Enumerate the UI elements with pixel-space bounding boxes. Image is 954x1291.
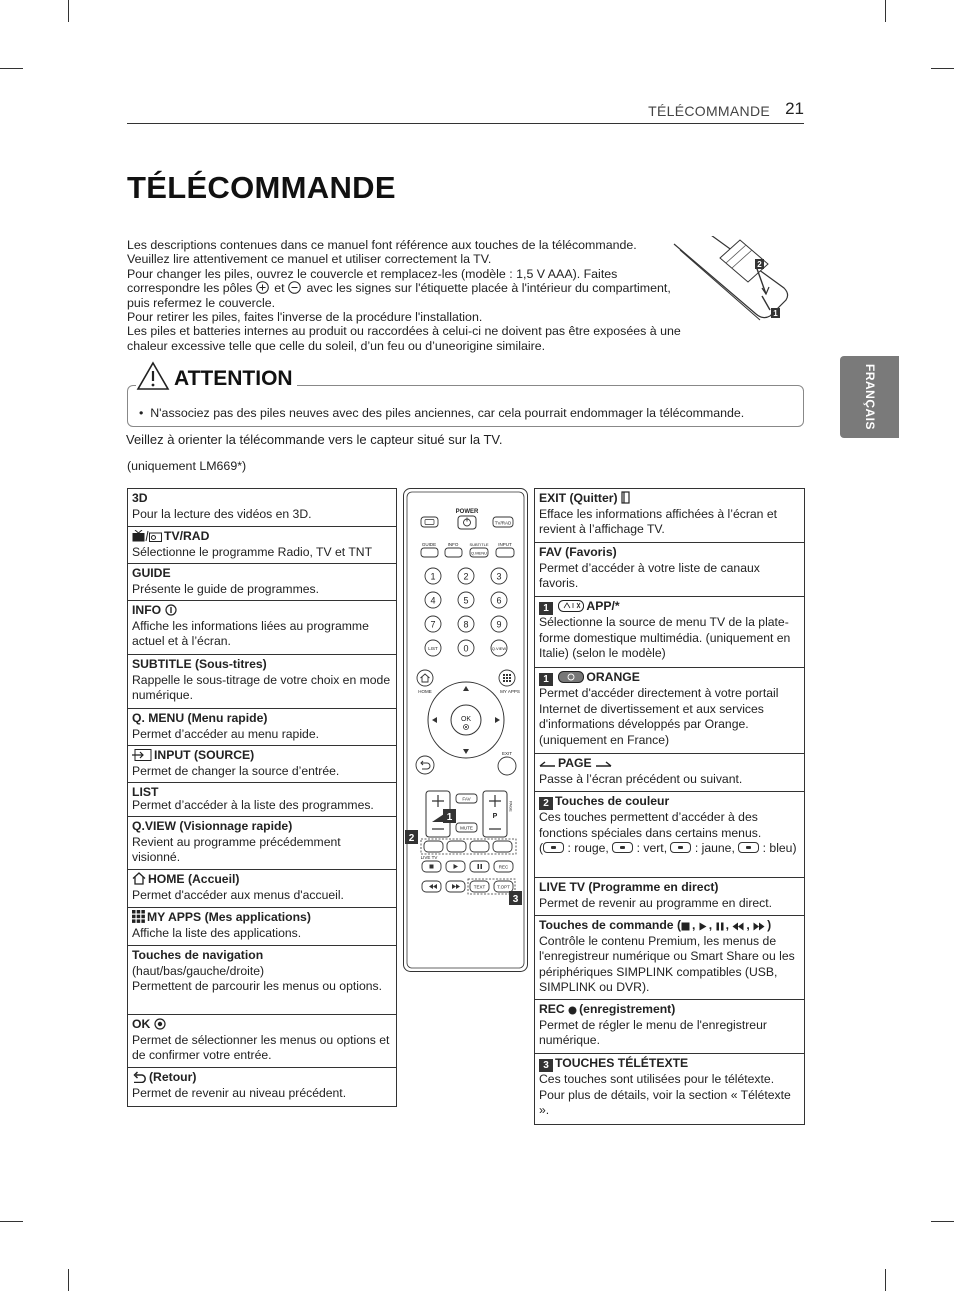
- desc-color-keys: [535, 791, 804, 877]
- desc-rec: [535, 999, 804, 1053]
- intro-p3c: avec les signes sur l'étiquette placée à l'intérieur du compartiment, puis refermez le couvercle.: [127, 281, 671, 310]
- desc-text: Sélectionne le programme Radio, TV et TNT: [132, 544, 373, 559]
- desc-text: Permet d’accéder au menu rapide.: [132, 726, 319, 741]
- desc-title: HOME (Accueil): [148, 872, 240, 886]
- desc-teletext: [535, 1053, 804, 1124]
- desc-title: Touches de commande: [539, 918, 674, 932]
- desc-text: Contrôle le contenu Premium, les menus de l'enregistreur numérique ou Smart Share ou les périphériques SIMPLINK compatibles (USB, SIMPLINK ou DVR).: [539, 933, 795, 995]
- desc-input: [128, 745, 396, 782]
- tv-radio-icon: [132, 530, 162, 542]
- desc-text: Pour la lecture des vidéos en 3D.: [132, 506, 312, 521]
- plus-pole-icon: [256, 281, 269, 294]
- desc-text: Revient au programme précédemment visionné.: [132, 834, 341, 865]
- desc-text: Ces touches sont utilisées pour le télétexte. Pour plus de détails, voir la section « Télétexte ».: [539, 1072, 791, 1118]
- desc-text: Présente le guide de programmes.: [132, 581, 319, 596]
- desc-navigation: [128, 945, 396, 1014]
- page-title: TÉLÉCOMMANDE: [127, 170, 396, 205]
- bullet-mark: •: [139, 406, 144, 420]
- remote-info-label: INFO: [447, 542, 459, 547]
- desc-title: MY APPS (Mes applications): [147, 910, 311, 924]
- warning-triangle-icon: [136, 361, 170, 391]
- remote-digit-3: 3: [496, 571, 502, 582]
- desc-title: TOUCHES TÉLÉTEXTE: [555, 1056, 689, 1070]
- desc-title: Q. MENU (Menu rapide): [132, 711, 268, 725]
- desc-text: Affiche les informations liées au programme actuel et à l’écran.: [132, 618, 369, 649]
- page-down-arrow-icon: [595, 759, 612, 769]
- desc-guide: [128, 563, 396, 600]
- desc-title: ORANGE: [586, 670, 640, 684]
- desc-title: SUBTITLE (Sous-titres): [132, 657, 267, 671]
- remote-digit-7: 7: [430, 619, 436, 630]
- battery-callout-2: 2: [757, 260, 762, 269]
- desc-text: Rappelle le sous-titrage de votre choix en mode numérique.: [132, 672, 391, 703]
- desc-text: Permet d’accéder à votre liste de canaux favoris.: [539, 560, 760, 591]
- desc-3d: [128, 488, 396, 526]
- play-icon: [699, 922, 707, 931]
- remote-subtitle-label: SUBTITLE: [469, 542, 489, 547]
- callout-badge: 3: [539, 1059, 553, 1072]
- attention-text: N'associez pas des piles neuves avec des piles anciennes, car cela pourrait endommager la télécommande.: [150, 406, 745, 420]
- remote-guide-label: GUIDE: [421, 542, 437, 547]
- stop-icon: [681, 922, 690, 931]
- blue-key-icon: [738, 842, 759, 853]
- remote-badge-1: 1: [446, 812, 453, 823]
- desc-text: Permet d'accéder aux menus d'accueil.: [132, 887, 344, 902]
- remote-text-label: TEXT: [473, 884, 486, 890]
- battery-callout-1: 1: [773, 309, 778, 318]
- orange-key-icon: [558, 671, 584, 683]
- ok-target-icon: [154, 1018, 166, 1030]
- desc-tvrad: [128, 526, 396, 563]
- remote-exit-label: EXIT: [501, 751, 513, 756]
- remote-power-label: POWER: [455, 509, 479, 515]
- remote-rec-label: REC: [498, 864, 509, 870]
- intro-p3: [127, 267, 687, 310]
- remote-list-label: LIST: [428, 646, 438, 651]
- desc-text: Efface les informations affichées à l’écran et revient à l’affichage TV.: [539, 506, 778, 537]
- desc-title-suffix: (haut/bas/gauche/droite): [132, 963, 265, 978]
- remote-fav-label: FAV: [462, 796, 471, 802]
- desc-title: TV/RAD: [164, 529, 210, 543]
- remote-digit-8: 8: [463, 619, 469, 630]
- desc-title: REC: [539, 1002, 565, 1016]
- orientation-note: Veillez à orienter la télécommande vers le capteur situé sur la TV.: [126, 432, 503, 447]
- desc-page: [535, 753, 804, 791]
- color-green: vert: [643, 841, 664, 856]
- desc-text: Permet d'accéder directement à votre portail Internet de divertissement et aux services d'informations développés par Orange. (uniquement en France): [539, 686, 779, 747]
- back-arrow-icon: [132, 1071, 147, 1083]
- desc-text: Affiche la liste des applications.: [132, 925, 302, 940]
- desc-qmenu: [128, 708, 396, 745]
- rewind-icon: [732, 922, 744, 931]
- remote-digit-9: 9: [496, 619, 502, 630]
- color-yellow: jaune: [701, 841, 732, 856]
- desc-title: OK: [132, 1017, 151, 1031]
- intro-p3b: et: [274, 281, 285, 296]
- remote-home-label: HOME: [418, 689, 432, 694]
- color-blue: bleu: [769, 841, 793, 856]
- desc-text: Permet d’accéder à la liste des programmes.: [132, 798, 374, 812]
- desc-title: LIST: [132, 785, 159, 799]
- desc-list: [128, 782, 396, 816]
- remote-qmenu-label: Q.MENU: [471, 550, 487, 556]
- minus-pole-icon: [288, 281, 301, 294]
- desc-back: [128, 1067, 396, 1106]
- battery-cover-illustration: [670, 236, 798, 336]
- yellow-key-icon: [670, 842, 691, 853]
- remote-digit-1: 1: [430, 571, 436, 582]
- color-keys-list: ( : rouge, : vert, : jaune, : bleu): [539, 841, 797, 856]
- remote-control-illustration: [403, 488, 528, 972]
- desc-title: INPUT (SOURCE): [154, 748, 255, 762]
- remote-p-label: P: [492, 813, 498, 820]
- input-source-icon: [132, 749, 152, 761]
- desc-title-suffix: (enregistrement): [579, 1002, 676, 1016]
- red-key-icon: [543, 842, 564, 853]
- language-tab: [840, 356, 899, 438]
- desc-title: Touches de navigation: [132, 948, 264, 962]
- intro-p4: Pour retirer les piles, faites l'inverse de la procédure l'installation.: [127, 310, 483, 325]
- green-key-icon: [612, 842, 633, 853]
- desc-info: [128, 600, 396, 654]
- info-icon: [165, 604, 177, 616]
- remote-myapps-label: MY APPS: [500, 689, 520, 694]
- desc-title: Touches de couleur: [555, 794, 670, 808]
- remote-digit-2: 2: [463, 571, 469, 582]
- desc-title: FAV (Favoris): [539, 545, 617, 559]
- desc-text: Permet de changer la source d’entrée.: [132, 763, 340, 778]
- desc-text: Permet de sélectionner les menus ou options et de confirmer votre entrée.: [132, 1032, 390, 1063]
- apps-grid-icon: [132, 910, 145, 923]
- desc-ok: [128, 1014, 396, 1067]
- exit-icon: [621, 491, 630, 504]
- attention-label: ATTENTION: [174, 367, 293, 390]
- app-key-icon: [558, 600, 584, 612]
- intro-p2: Veuillez lire attentivement ce manuel et utiliser correctement la TV.: [127, 252, 492, 267]
- remote-digit-0: 0: [463, 643, 469, 654]
- desc-title: 3D: [132, 491, 148, 505]
- desc-text: Ces touches permettent d’accéder à des fonctions spéciales dans certains menus.: [539, 810, 762, 840]
- desc-home: [128, 869, 396, 907]
- right-description-table: [534, 488, 805, 1125]
- remote-badge-2: 2: [408, 833, 415, 844]
- desc-title: (Retour): [149, 1070, 197, 1084]
- desc-title: Q.VIEW (Visionnage rapide): [132, 819, 293, 833]
- record-dot-icon: [568, 1006, 577, 1015]
- desc-title: GUIDE: [132, 566, 171, 580]
- desc-fav: [535, 542, 804, 596]
- callout-badge: 1: [539, 673, 553, 686]
- callout-badge: 2: [539, 797, 553, 810]
- remote-livetv-label: LIVE TV: [420, 855, 438, 860]
- desc-text: Permet de revenir au programme en direct.: [539, 895, 773, 910]
- intro-p1: Les descriptions contenues dans ce manuel font référence aux touches de la télécommande.: [127, 238, 637, 252]
- desc-title: INFO: [132, 603, 162, 617]
- remote-mute-label: MUTE: [460, 825, 473, 831]
- intro-text: [127, 238, 687, 353]
- header-section: TÉLÉCOMMANDE: [648, 103, 770, 119]
- attention-box: [127, 367, 804, 427]
- remote-input-label: INPUT: [498, 542, 512, 547]
- fast-forward-icon: [753, 922, 765, 931]
- home-icon: [132, 872, 146, 885]
- page-header: [127, 99, 804, 124]
- remote-digit-6: 6: [496, 595, 502, 606]
- desc-subtitle: [128, 654, 396, 708]
- desc-app: [535, 596, 804, 667]
- desc-title: EXIT (Quitter): [539, 491, 618, 505]
- desc-myapps: [128, 907, 396, 945]
- desc-title: LIVE TV (Programme en direct): [539, 880, 719, 894]
- desc-text: Permet de revenir au niveau précédent.: [132, 1085, 347, 1100]
- attention-bullet-item: [139, 406, 744, 420]
- desc-text: Permettent de parcourir les menus ou options.: [132, 979, 382, 994]
- desc-orange: [535, 667, 804, 753]
- desc-title: PAGE: [558, 756, 592, 770]
- callout-badge: 1: [539, 602, 553, 615]
- left-description-table: [127, 488, 397, 1107]
- remote-tvrad-label: TV/RAD: [494, 520, 512, 526]
- remote-qview-label: Q.VIEW: [491, 646, 507, 651]
- pause-icon: [716, 922, 724, 931]
- remote-topt-label: T.OPT: [497, 884, 510, 890]
- desc-exit: [535, 488, 804, 542]
- intro-p5: Les piles et batteries internes au produit ou raccordées à celui-ci ne doivent pas être exposées à une chaleur excessive telle que celle du soleil, d’un feu ou d’uneorigine similaire.: [127, 324, 681, 353]
- remote-digit-4: 4: [430, 595, 436, 606]
- language-tab-label: FRANÇAIS: [862, 364, 877, 430]
- desc-qview: [128, 816, 396, 869]
- remote-ok-label: OK: [460, 716, 472, 723]
- model-note: (uniquement LM669*): [127, 459, 247, 473]
- desc-text: Permet de régler le menu de l'enregistreur numérique.: [539, 1017, 767, 1048]
- remote-digit-5: 5: [463, 595, 469, 606]
- desc-text: Passe à l’écran précédent ou suivant.: [539, 771, 743, 786]
- desc-title: APP/*: [586, 599, 620, 613]
- desc-control-keys: [535, 915, 804, 999]
- remote-badge-3: 3: [512, 894, 519, 905]
- control-key-symbols: ( , , , , ): [676, 918, 772, 932]
- page-number: 21: [785, 99, 804, 118]
- intro-p3a: Pour changer les piles, ouvrez le couvercle et remplacez-les (modèle : 1,5 V AAA). Faites correspondre les pôles: [127, 266, 618, 296]
- attention-header: [136, 361, 297, 391]
- desc-text: Sélectionne la source de menu TV de la plate-forme domestique multimédia. (uniquement en Italie) (selon le modèle): [539, 615, 791, 661]
- page-up-arrow-icon: [539, 759, 556, 769]
- desc-livetv: [535, 877, 804, 915]
- color-red: rouge: [574, 841, 606, 856]
- remote-page-label: PAGE: [508, 801, 514, 812]
